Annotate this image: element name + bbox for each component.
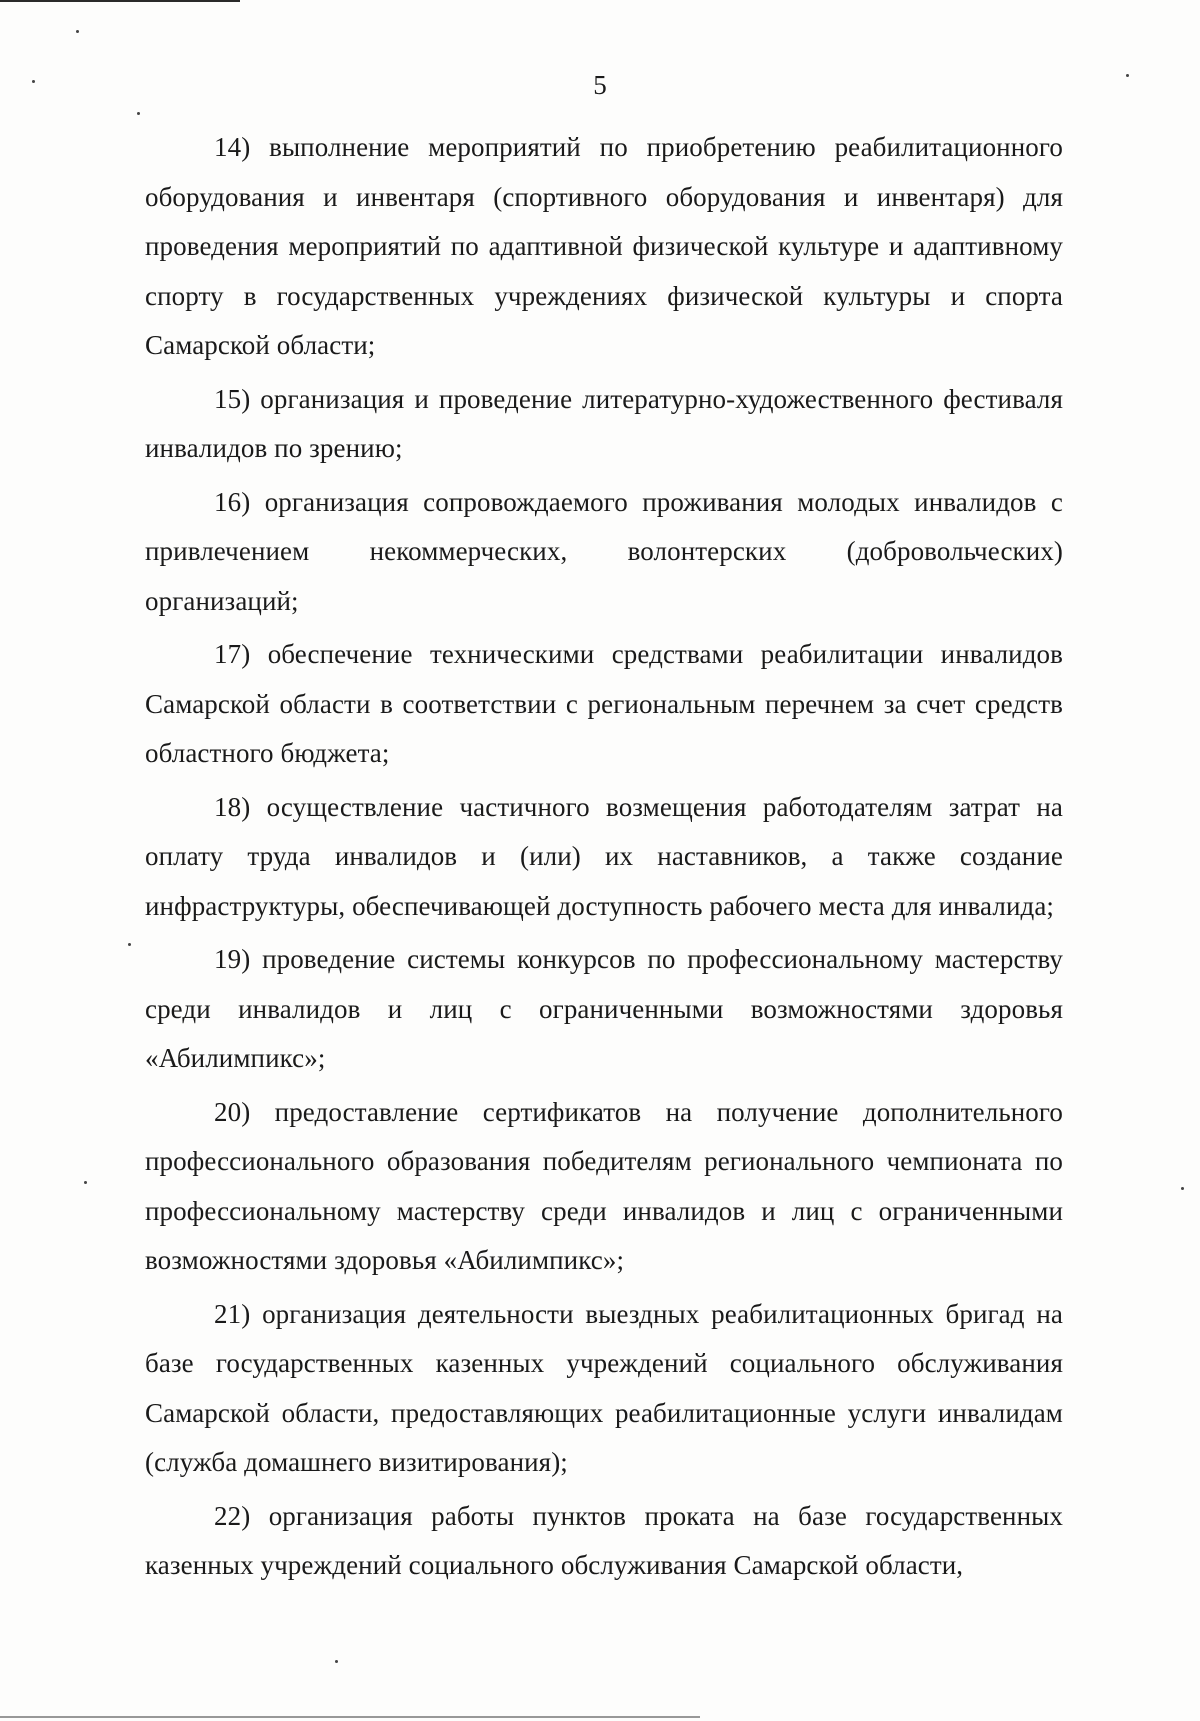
scan-speck <box>1181 1187 1184 1190</box>
list-item: 17) обеспечение техническими средствами реабилитации инвалидов Самарской области в соответствии с региональным перечнем за счет средств областного бюджета; <box>145 639 1063 768</box>
list-item: 20) предоставление сертификатов на получение дополнительного профессионального образования победителям регионального чемпионата по профессиональному мастерству среди инвалидов и лиц с ограниченными возможностями здоровья «Абилимпикс»; <box>145 1096 1063 1275</box>
scan-speck <box>335 1660 338 1663</box>
scan-speck <box>128 943 131 946</box>
document-body <box>145 123 1063 1595</box>
list-item: 19) проведение системы конкурсов по профессиональному мастерству среди инвалидов и лиц с ограниченными возможностями здоровья «Абилимпикс»; <box>145 944 1063 1073</box>
list-item: 16) организация сопровождаемого проживания молодых инвалидов с привлечением некоммерческих, волонтерских (добровольческих) организаций; <box>145 486 1063 616</box>
list-item: 18) осуществление частичного возмещения работодателям затрат на оплату труда инвалидов и (или) их наставников, а также создание инфраструктуры, обеспечивающей доступность рабочего места для инвалида; <box>145 791 1063 921</box>
list-item: 21) организация деятельности выездных реабилитационных бригад на базе государственных казенных учреждений социального обслуживания Самарской области, предоставляющих реабилитационные услуги инвалидам (служба домашнего визитирования); <box>145 1298 1063 1477</box>
scan-speck <box>84 1181 87 1184</box>
scan-speck <box>137 112 140 115</box>
scan-edge-line <box>0 1716 700 1718</box>
list-item: 15) организация и проведение литературно-художественного фестиваля инвалидов по зрению; <box>145 383 1063 463</box>
scan-edge-line <box>0 0 240 2</box>
list-item: 14) выполнение мероприятий по приобретению реабилитационного оборудования и инвентаря (спортивного оборудования и инвентаря) для проведения мероприятий по адаптивной физической культуре и адаптивному спорту в государственных учреждениях физической культуры и спорта Самарской области; <box>145 132 1063 360</box>
page-number: 5 <box>593 70 607 100</box>
scan-speck <box>76 30 79 33</box>
list-item: 22) организация работы пунктов проката на базе государственных казенных учреждений социального обслуживания Самарской области, <box>145 1500 1063 1580</box>
